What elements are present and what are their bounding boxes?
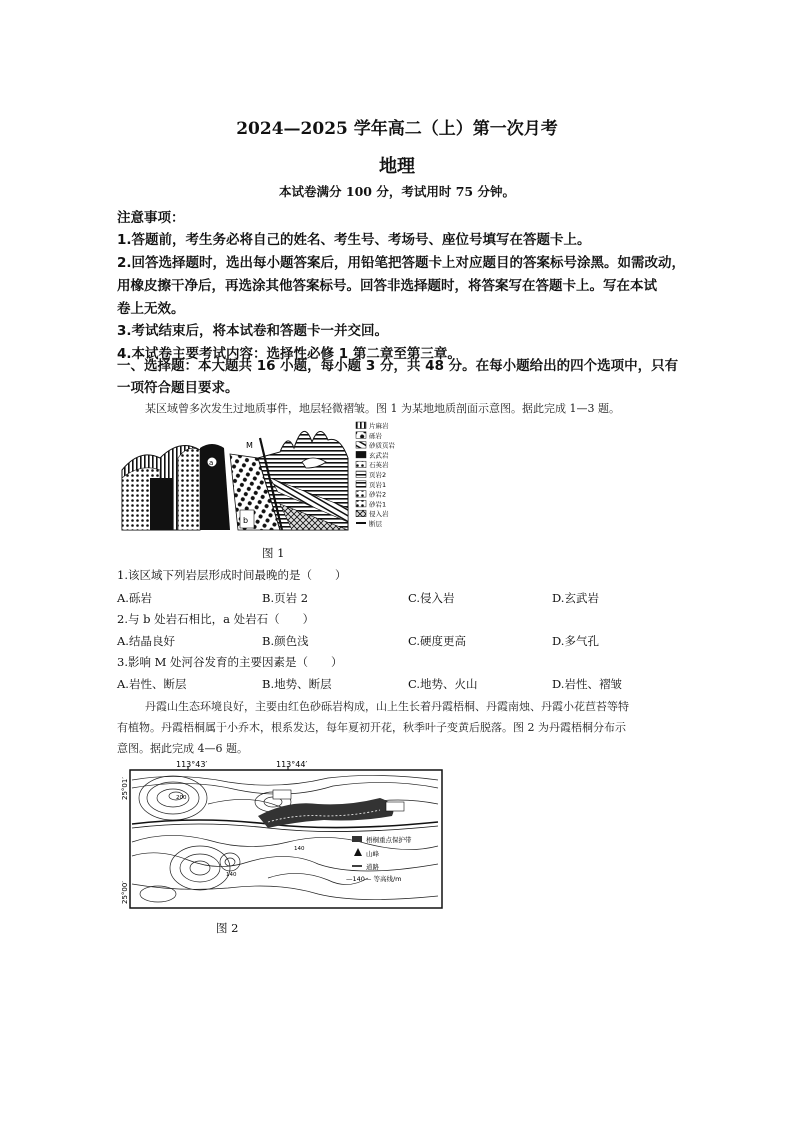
figure-2-legend-peak: 山峰: [366, 850, 379, 858]
question-1-option-b[interactable]: B.页岩 2: [262, 591, 309, 605]
figure-1-geologic-section: [120, 418, 420, 538]
subject-title: 地理: [379, 156, 415, 177]
legend-label: 断层: [369, 520, 382, 528]
question-1-option-d[interactable]: D.玄武岩: [552, 591, 599, 605]
figure-2-contour-label: 140: [226, 872, 237, 878]
question-1-stem: 1.该区域下列岩层形成时间最晚的是（ ）: [117, 568, 347, 582]
notice-item: 2.回答选择题时，选出每小题答案后，用铅笔把答题卡上对应题目的答案标号涂黑。如需改动，: [117, 255, 686, 271]
legend-label: 砾岩: [369, 431, 382, 440]
figure-2-caption: 图 2: [216, 921, 239, 935]
question-2-option-d[interactable]: D.多气孔: [552, 634, 599, 648]
legend-swatch: [356, 471, 366, 478]
question-2-option-c[interactable]: C.硬度更高: [408, 634, 467, 648]
question-3-option-b[interactable]: B.地势、断层: [262, 677, 332, 691]
legend-swatch: [356, 491, 366, 498]
figure-2-legend-belt: 梧桐重点保护带: [366, 836, 412, 844]
legend-swatch: [356, 500, 366, 507]
legend-label: 页岩1: [369, 480, 387, 489]
passage-2-line: 丹霞山生态环境良好，主要由红色砂砾岩构成，山上生长着丹霞梧桐、丹霞南烛、丹霞小花苣苔等特: [145, 700, 629, 713]
legend-swatch: [356, 451, 366, 458]
question-1-option-a[interactable]: A.砾岩: [117, 591, 152, 605]
figure-1-caption: 图 1: [262, 546, 285, 560]
figure-2-lon-left: 113°43′: [176, 760, 208, 769]
notice-item: 卷上无效。: [117, 301, 185, 317]
question-3-stem: 3.影响 M 处河谷发育的主要因素是（ ）: [117, 655, 343, 669]
figure-2-distribution-map: [118, 760, 448, 910]
question-3-option-a[interactable]: A.岩性、断层: [117, 677, 187, 691]
passage-2-line: 意图。据此完成 4—6 题。: [117, 742, 248, 755]
section-heading-cont: 一项符合题目要求。: [117, 380, 239, 396]
legend-swatch: [356, 422, 366, 429]
question-2-option-a[interactable]: A.结晶良好: [117, 634, 175, 648]
question-3-option-d[interactable]: D.岩性、褶皱: [552, 677, 622, 691]
legend-label: 石英岩: [369, 461, 389, 470]
legend-swatch: [356, 461, 366, 468]
question-1-option-c[interactable]: C.侵入岩: [408, 591, 455, 605]
legend-swatch: [356, 481, 366, 488]
exam-title: 2024—2025 学年高二（上）第一次月考: [236, 119, 558, 139]
figure-2-legend-contour: —140— 等高线/m: [346, 875, 402, 883]
notice-item: 4.本试卷主要考试内容：选择性必修 1 第二章至第三章。: [117, 346, 461, 362]
figure-2-contour-label: 140: [294, 846, 305, 852]
legend-label: 侵入岩: [369, 510, 389, 519]
figure-1-label-b: b: [243, 516, 249, 525]
legend-swatch: [356, 510, 366, 517]
figure-1-label-a: a: [209, 459, 214, 467]
question-3-option-c[interactable]: C.地势、火山: [408, 677, 478, 691]
question-2-option-b[interactable]: B.颜色浅: [262, 634, 309, 648]
figure-2-lat-top: 25°01′: [121, 777, 129, 800]
passage-1: 某区域曾多次发生过地质事件，地层轻微褶皱。图 1 为某地地质剖面示意图。据此完成 1—3 题。: [145, 402, 620, 415]
legend-label: 砂岩1: [369, 500, 387, 509]
legend-label: 玄武岩: [369, 451, 389, 460]
figure-1-legend: [356, 421, 396, 528]
figure-2-contour-label: 200: [176, 795, 187, 801]
passage-2-line: 有植物。丹霞梧桐属于小乔木，根系发达，每年夏初开花，秋季叶子变黄后脱落。图 2 为丹霞梧桐分布示: [117, 721, 626, 734]
figure-2-legend-road: 道路: [366, 863, 379, 871]
figure-1-label-m: M: [246, 441, 253, 450]
notice-item: 3.考试结束后，将本试卷和答题卡一并交回。: [117, 323, 389, 339]
notice-item: 1.答题前，考生务必将自己的姓名、考生号、考场号、座位号填写在答题卡上。: [117, 232, 591, 248]
section-heading: 一、选择题：本大题共 16 小题，每小题 3 分，共 48 分。在每小题给出的四个选项中，只有: [117, 358, 679, 374]
figure-2-lat-bottom: 25°00′: [121, 881, 129, 904]
legend-swatch: [356, 442, 366, 449]
legend-label: 片麻岩: [369, 422, 389, 430]
figure-2-lon-right: 113°44′: [276, 760, 308, 769]
notice-heading: 注意事项：: [117, 210, 185, 226]
legend-label: 砂质页岩: [369, 441, 395, 450]
exam-info: 本试卷满分 100 分，考试用时 75 分钟。: [279, 184, 515, 199]
legend-label: 砂岩2: [369, 490, 387, 499]
question-2-stem: 2.与 b 处岩石相比，a 处岩石（ ）: [117, 612, 315, 626]
legend-swatch: [356, 432, 366, 439]
notice-item: 用橡皮擦干净后，再选涂其他答案标号。回答非选择题时，将答案写在答题卡上。写在本试: [117, 278, 657, 294]
legend-label: 页岩2: [369, 471, 387, 479]
